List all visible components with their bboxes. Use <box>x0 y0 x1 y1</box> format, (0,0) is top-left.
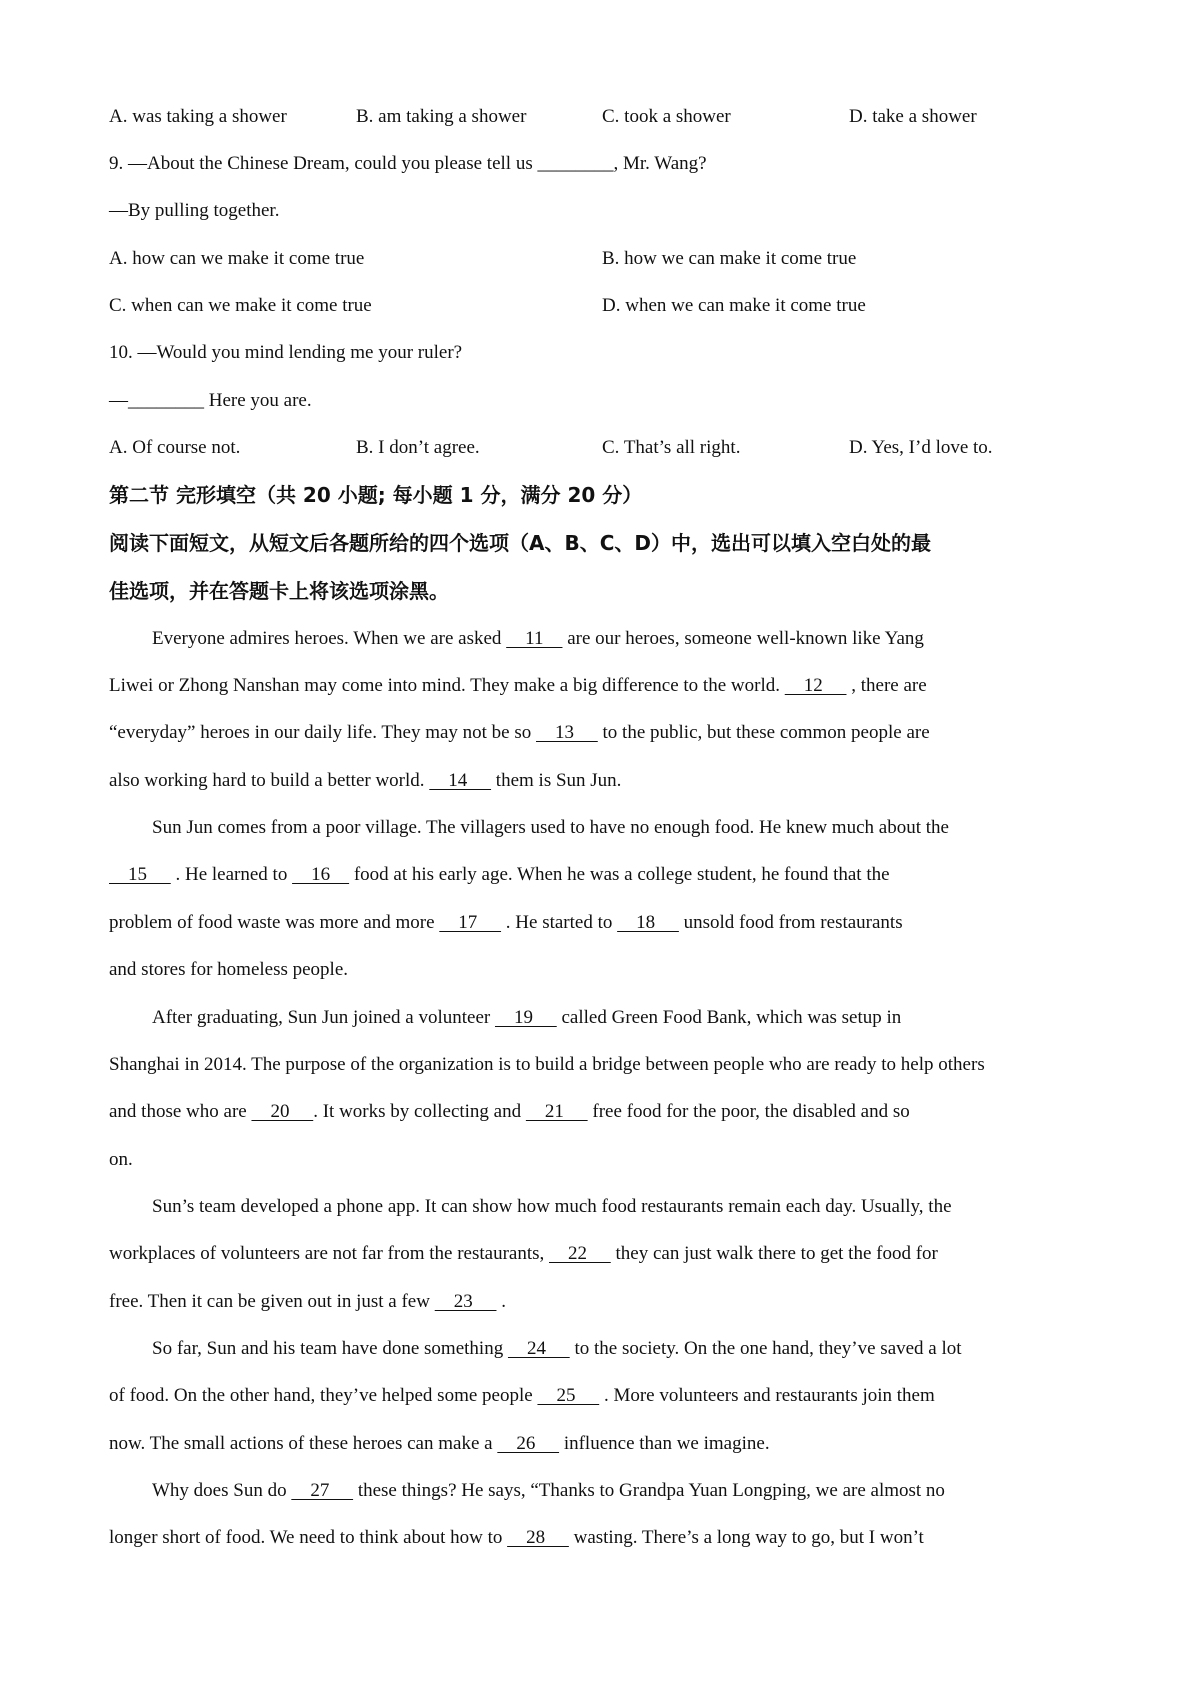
q9-stem-tail: , Mr. Wang? <box>613 153 707 174</box>
passage-line: Sun’s team developed a phone app. It can show how much food restaurants remain each day. Usually, the <box>152 1196 952 1217</box>
passage-line <box>109 1289 1104 1315</box>
passage-text: problem of food waste was more and more <box>109 912 440 933</box>
passage-text: unsold food from restaurants <box>678 912 903 933</box>
passage-text: food at his early age. When he was a college student, he found that the <box>349 864 890 885</box>
q9-option-d[interactable]: D. when we can make it come true <box>602 295 866 316</box>
blank-12[interactable]: 12 <box>784 675 847 696</box>
passage-text: of food. On the other hand, they’ve helped some people <box>109 1385 538 1406</box>
passage-line <box>109 1336 1104 1362</box>
passage-text: Liwei or Zhong Nanshan may come into mind. They make a big difference to the world. <box>109 675 785 696</box>
passage-text: , there are <box>846 675 927 696</box>
q10-reply-dash: — <box>109 390 128 411</box>
blank-14[interactable]: 14 <box>429 770 492 791</box>
passage-text: and those who are <box>109 1101 252 1122</box>
passage-text: to the society. On the one hand, they’ve saved a lot <box>569 1338 962 1359</box>
passage-text: Why does Sun do <box>152 1480 292 1501</box>
q9-option-a[interactable]: A. how can we make it come true <box>109 248 365 269</box>
section-instruction-line-1: 阅读下面短文，从短文后各题所给的四个选项（A、B、C、D）中，选出可以填入空白处的最 <box>109 531 932 555</box>
passage-text: they can just walk there to get the food for <box>610 1243 938 1264</box>
q10-reply-text: Here you are. <box>204 390 312 411</box>
blank-21[interactable]: 21 <box>525 1101 588 1122</box>
q8-option-b[interactable]: B. am taking a shower <box>356 106 527 127</box>
q10-option-d[interactable]: D. Yes, I’d love to. <box>849 437 993 458</box>
q9-stem-text: 9. —About the Chinese Dream, could you please tell us <box>109 153 538 174</box>
passage-line <box>109 720 1104 746</box>
q8-option-c[interactable]: C. took a shower <box>602 106 731 127</box>
passage-text: workplaces of volunteers are not far from the restaurants, <box>109 1243 549 1264</box>
passage-line <box>109 768 1104 794</box>
passage-text: . He started to <box>501 912 618 933</box>
passage-text: wasting. There’s a long way to go, but I won’t <box>568 1527 924 1548</box>
passage-text: are our heroes, someone well-known like Yang <box>562 628 924 649</box>
q10-option-a[interactable]: A. Of course not. <box>109 437 241 458</box>
passage-line: and stores for homeless people. <box>109 959 349 980</box>
passage-text: Everyone admires heroes. When we are asked <box>152 628 507 649</box>
passage-text: influence than we imagine. <box>559 1433 770 1454</box>
blank-16[interactable]: 16 <box>292 864 350 885</box>
passage-text: called Green Food Bank, which was setup in <box>556 1007 902 1028</box>
q10-option-b[interactable]: B. I don’t agree. <box>356 437 480 458</box>
q9-option-c[interactable]: C. when can we make it come true <box>109 295 372 316</box>
passage-text: these things? He says, “Thanks to Grandpa Yuan Longping, we are almost no <box>353 1480 945 1501</box>
passage-line <box>109 1005 1104 1031</box>
passage-text: “everyday” heroes in our daily life. They may not be so <box>109 722 537 743</box>
blank-20[interactable]: 20 <box>251 1101 314 1122</box>
blank-28[interactable]: 28 <box>507 1527 569 1548</box>
q10-stem: 10. —Would you mind lending me your ruler? <box>109 342 463 363</box>
passage-line <box>109 1525 1104 1551</box>
passage-text: also working hard to build a better world. <box>109 770 430 791</box>
section-title: 第二节 完形填空（共 20 小题; 每小题 1 分，满分 20 分） <box>109 483 643 507</box>
section-instruction-line-2: 佳选项，并在答题卡上将该选项涂黑。 <box>109 579 449 603</box>
passage-line <box>109 673 1104 699</box>
blank-25[interactable]: 25 <box>537 1385 600 1406</box>
blank-26[interactable]: 26 <box>497 1433 560 1454</box>
blank-24[interactable]: 24 <box>507 1338 570 1359</box>
passage-line <box>109 1099 1104 1125</box>
q9-reply: —By pulling together. <box>109 200 280 221</box>
blank-17[interactable]: 17 <box>439 912 502 933</box>
blank-15[interactable]: 15 <box>109 864 171 885</box>
blank-23[interactable]: 23 <box>434 1291 497 1312</box>
passage-line <box>109 626 1104 652</box>
passage-line: Sun Jun comes from a poor village. The villagers used to have no enough food. He knew much about the <box>152 817 949 838</box>
passage-text: longer short of food. We need to think about how to <box>109 1527 508 1548</box>
passage-text: free food for the poor, the disabled and so <box>587 1101 910 1122</box>
q10-blank: ________ <box>128 390 204 411</box>
q10-reply <box>109 388 1104 414</box>
blank-19[interactable]: 19 <box>494 1007 557 1028</box>
passage-text: free. Then it can be given out in just a few <box>109 1291 435 1312</box>
blank-27[interactable]: 27 <box>291 1480 354 1501</box>
blank-11[interactable]: 11 <box>506 628 563 649</box>
q9-blank: ________ <box>537 153 614 174</box>
q8-option-a[interactable]: A. was taking a shower <box>109 106 287 127</box>
q10-option-c[interactable]: C. That’s all right. <box>602 437 741 458</box>
passage-text: . He learned to <box>170 864 293 885</box>
passage-line <box>109 862 1104 888</box>
passage-line <box>109 1383 1104 1409</box>
passage-text: After graduating, Sun Jun joined a volunteer <box>152 1007 495 1028</box>
passage-line: Shanghai in 2014. The purpose of the organization is to build a bridge between people who are ready to help others <box>109 1054 985 1075</box>
blank-22[interactable]: 22 <box>549 1243 611 1264</box>
q9-stem <box>109 151 1104 177</box>
passage-line <box>109 1431 1104 1457</box>
blank-18[interactable]: 18 <box>617 912 679 933</box>
passage-text: So far, Sun and his team have done something <box>152 1338 508 1359</box>
passage-line <box>109 1241 1104 1267</box>
blank-13[interactable]: 13 <box>536 722 598 743</box>
passage-text: them is Sun Jun. <box>491 770 622 791</box>
passage-text: . It works by collecting and <box>313 1101 526 1122</box>
passage-text: . More volunteers and restaurants join them <box>599 1385 935 1406</box>
passage-text: . <box>496 1291 506 1312</box>
passage-line <box>109 1478 1104 1504</box>
passage-text: to the public, but these common people are <box>597 722 930 743</box>
q9-option-b[interactable]: B. how we can make it come true <box>602 248 857 269</box>
passage-line: on. <box>109 1149 133 1170</box>
q8-option-d[interactable]: D. take a shower <box>849 106 977 127</box>
passage-line <box>109 910 1104 936</box>
passage-text: now. The small actions of these heroes can make a <box>109 1433 498 1454</box>
